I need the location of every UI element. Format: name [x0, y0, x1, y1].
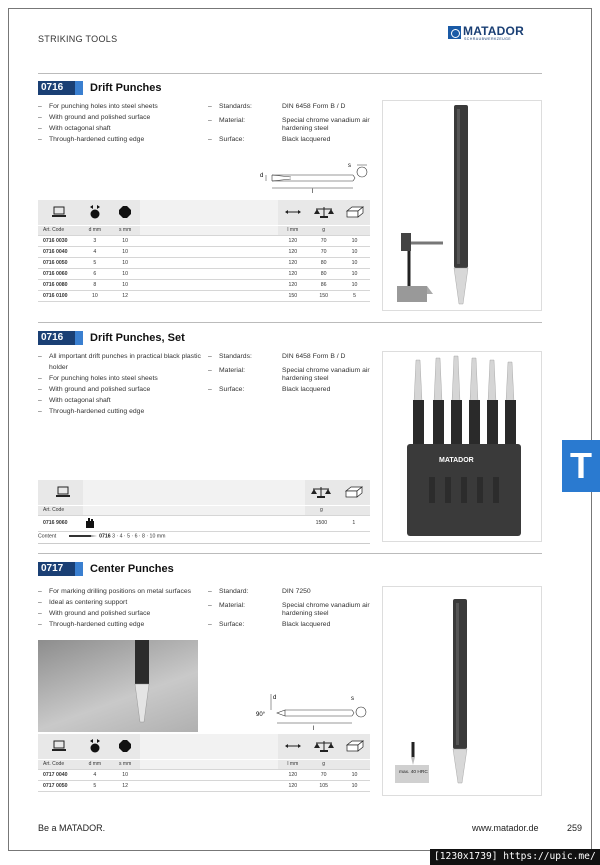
table-cell: 70 — [308, 769, 339, 780]
spec-value: DIN 6458 Form B / D — [282, 103, 346, 110]
table-cell: 86 — [308, 279, 339, 290]
hardness-value: max. 40 HRC — [399, 770, 428, 775]
feature-item: – For punching holes into steel sheets — [38, 373, 208, 384]
table-cell: 10 — [339, 769, 370, 780]
table-row — [38, 257, 370, 268]
section-code: 0716 — [38, 331, 83, 345]
spec-label: – Material: — [208, 117, 278, 125]
section-title: Drift Punches, Set — [90, 332, 185, 344]
table-cell: 4 — [80, 246, 110, 257]
feature-item: – For marking drilling positions on metal surfaces — [38, 586, 191, 597]
punch-dimension-drawing — [258, 160, 373, 195]
spec-label: – Material: — [208, 367, 278, 375]
feature-item: – For punching holes into steel sheets — [38, 101, 158, 112]
feature-item: – With ground and polished surface — [38, 608, 191, 619]
section-code: 0716 — [38, 81, 83, 95]
table-row — [38, 780, 370, 791]
divider — [38, 322, 542, 323]
content-sizes: 3 · 4 · 5 · 6 · 8 · 10 mm — [112, 533, 166, 540]
col-header: l mm — [278, 759, 309, 769]
hardness-label — [399, 769, 428, 775]
logo-mark-icon — [448, 26, 461, 39]
product-photo-center-punch — [382, 586, 542, 796]
length-icon — [278, 200, 309, 225]
table-cell: 1 — [338, 515, 370, 531]
table-cell: 5 — [339, 290, 370, 301]
dim-s: s — [348, 163, 351, 169]
table-cell: 10 — [339, 246, 370, 257]
article-icon — [38, 734, 80, 759]
spec-list — [208, 103, 382, 150]
table-cell: 0716 0060 — [38, 268, 80, 279]
spec-list — [208, 588, 382, 635]
scale-icon — [305, 480, 337, 505]
length-icon — [278, 734, 309, 759]
table-cell: 120 — [278, 235, 309, 246]
spec-label: – Surface: — [208, 136, 278, 144]
table-cell: 10 — [110, 235, 140, 246]
table-cell: 0716 9060 — [38, 515, 83, 531]
section-code: 0717 — [38, 562, 83, 576]
spec-label: – Standard: — [208, 588, 278, 596]
table-cell: 10 — [80, 290, 110, 301]
feature-item: – Through-hardened cutting edge — [38, 406, 208, 417]
package-icon — [338, 480, 370, 505]
table-cell: 0716 0030 — [38, 235, 80, 246]
product-table — [38, 200, 370, 302]
angle-label: 90° — [256, 712, 266, 718]
spec-value: Special chrome vanadium air hardening steel — [282, 117, 370, 132]
table-cell: 0716 0100 — [38, 290, 80, 301]
feature-item: – With ground and polished surface — [38, 112, 158, 123]
feature-list — [38, 101, 158, 145]
table-cell: 70 — [308, 246, 339, 257]
divider — [38, 73, 542, 74]
holder-brand: MATADOR — [439, 457, 474, 464]
table-row — [38, 268, 370, 279]
table-row — [38, 290, 370, 301]
table-row — [38, 235, 370, 246]
page-number: 259 — [567, 823, 583, 833]
table-cell: 10 — [339, 279, 370, 290]
logo-sub: SCHRAUBWERKZEUGE — [464, 37, 512, 41]
logo-name: MATADOR — [463, 24, 524, 38]
package-icon — [339, 734, 370, 759]
product-photo-punch-set — [382, 351, 542, 542]
side-tab — [562, 440, 600, 492]
dim-d: d — [273, 695, 277, 701]
col-header: Art. Code — [38, 759, 80, 769]
feature-item: – All important drift punches in practical black plastic holder — [38, 351, 208, 373]
spec-label: – Material: — [208, 602, 278, 610]
spec-label: – Surface: — [208, 386, 278, 394]
table-cell: 8 — [80, 279, 110, 290]
product-photo-drift-punch — [382, 100, 542, 311]
table-row — [38, 769, 370, 780]
table-row — [38, 279, 370, 290]
content-code: 0716 — [99, 533, 111, 540]
spec-value: DIN 7250 — [282, 588, 311, 595]
watermark: [1230x1739] https://upic.me/ — [430, 849, 600, 865]
holder-icon — [83, 515, 306, 531]
dim-s: s — [351, 696, 354, 702]
feature-list — [38, 351, 208, 417]
col-header — [339, 225, 370, 235]
application-photo — [38, 640, 198, 732]
table-row — [38, 246, 370, 257]
center-punch-dimension-drawing — [255, 690, 373, 732]
dim-l: l — [312, 189, 314, 195]
dim-d: d — [260, 173, 264, 179]
table-cell: 80 — [308, 268, 339, 279]
table-cell: 6 — [80, 268, 110, 279]
table-cell: 120 — [278, 268, 309, 279]
table-cell: 0716 0050 — [38, 257, 80, 268]
table-cell: 0717 0040 — [38, 769, 80, 780]
table-cell: 10 — [110, 769, 140, 780]
col-header — [338, 505, 370, 515]
table-cell: 150 — [308, 290, 339, 301]
feature-item: – With ground and polished surface — [38, 384, 208, 395]
footer-url[interactable]: www.matador.de — [472, 823, 539, 833]
scale-icon — [308, 200, 339, 225]
table-cell: 70 — [308, 235, 339, 246]
table-cell: 0716 0040 — [38, 246, 80, 257]
content-label: Content — [38, 533, 57, 540]
feature-item: – Ideal as centering support — [38, 597, 191, 608]
spec-list — [208, 353, 382, 400]
product-table — [38, 734, 370, 792]
feature-item: – Through-hardened cutting edge — [38, 619, 191, 630]
col-header: g — [305, 505, 337, 515]
section-header: STRIKING TOOLS — [38, 34, 118, 44]
side-tab-letter: T — [570, 445, 592, 486]
spec-label: – Standards: — [208, 103, 278, 111]
spec-value: DIN 6458 Form B / D — [282, 353, 346, 360]
table-cell: 10 — [339, 257, 370, 268]
table-cell: 10 — [339, 235, 370, 246]
section-title: Center Punches — [90, 563, 174, 575]
table-cell: 12 — [110, 780, 140, 791]
table-cell: 80 — [308, 257, 339, 268]
scale-icon — [308, 734, 339, 759]
spec-value: Black lacquered — [282, 621, 331, 628]
col-header: Art. Code — [38, 505, 83, 515]
table-cell: 5 — [80, 780, 110, 791]
spec-value: Black lacquered — [282, 136, 331, 143]
spec-value: Special chrome vanadium air hardening steel — [282, 602, 370, 617]
col-header: g — [308, 759, 339, 769]
content-row — [38, 533, 165, 539]
table-cell: 3 — [80, 235, 110, 246]
spec-value: Special chrome vanadium air hardening steel — [282, 367, 370, 382]
table-cell: 0716 0080 — [38, 279, 80, 290]
spec-label: – Surface: — [208, 621, 278, 629]
feature-list — [38, 586, 191, 630]
table-cell: 120 — [278, 246, 309, 257]
feature-item: – Through-hardened cutting edge — [38, 134, 158, 145]
col-header: d mm — [80, 759, 110, 769]
table-cell: 120 — [278, 279, 309, 290]
col-header: d mm — [80, 225, 110, 235]
package-icon — [339, 200, 370, 225]
table-cell: 120 — [278, 780, 309, 791]
table-cell: 10 — [339, 780, 370, 791]
table-cell: 120 — [278, 769, 309, 780]
spec-label: – Standards: — [208, 353, 278, 361]
dim-l: l — [313, 726, 315, 732]
divider — [38, 543, 370, 544]
table-cell: 5 — [80, 257, 110, 268]
table-cell: 150 — [278, 290, 309, 301]
col-header: Art. Code — [38, 225, 80, 235]
footer-slogan: Be a MATADOR. — [38, 823, 106, 833]
table-cell: 10 — [110, 279, 140, 290]
table-cell: 120 — [278, 257, 309, 268]
divider — [38, 553, 542, 554]
table-cell: 1500 — [305, 515, 337, 531]
col-header: s mm — [110, 759, 140, 769]
table-cell: 4 — [80, 769, 110, 780]
feature-item: – With octagonal shaft — [38, 395, 208, 406]
product-table — [38, 480, 370, 532]
diameter-icon — [80, 734, 110, 759]
diameter-icon — [80, 200, 110, 225]
matador-logo — [448, 24, 548, 44]
spec-value: Black lacquered — [282, 386, 331, 393]
table-cell: 10 — [339, 268, 370, 279]
table-cell: 10 — [110, 268, 140, 279]
col-header: s mm — [110, 225, 140, 235]
table-cell: 0717 0050 — [38, 780, 80, 791]
article-icon — [38, 480, 83, 505]
col-header: g — [308, 225, 339, 235]
punch-small-icon — [66, 533, 98, 539]
col-header — [339, 759, 370, 769]
table-cell: 12 — [110, 290, 140, 301]
feature-item: – With octagonal shaft — [38, 123, 158, 134]
table-cell: 105 — [308, 780, 339, 791]
col-header: l mm — [278, 225, 309, 235]
section-title: Drift Punches — [90, 82, 162, 94]
table-cell: 10 — [110, 246, 140, 257]
table-cell: 10 — [110, 257, 140, 268]
octagon-icon — [110, 734, 140, 759]
octagon-icon — [110, 200, 140, 225]
article-icon — [38, 200, 80, 225]
